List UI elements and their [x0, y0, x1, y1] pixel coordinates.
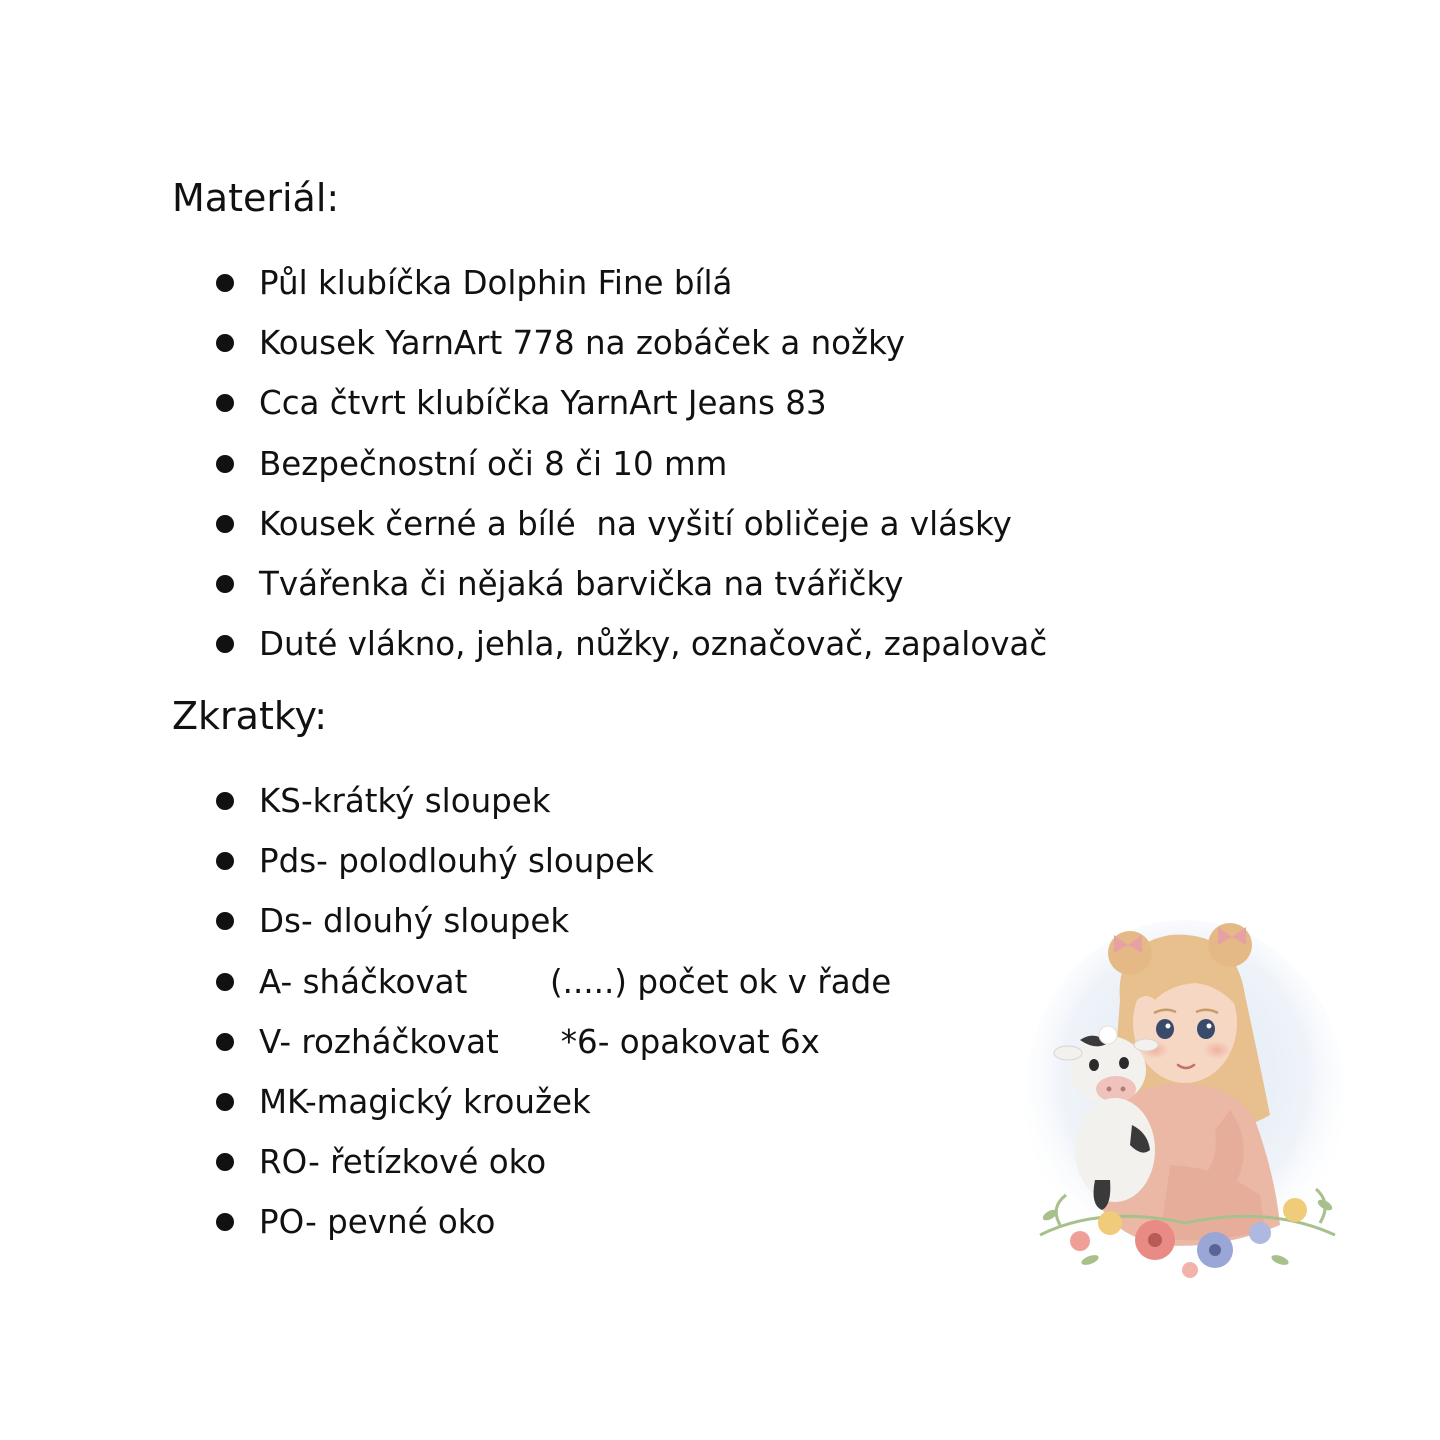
list-item-text: Tvářenka či nějaká barvička na tvářičky [259, 564, 904, 603]
eye-left [1156, 1019, 1174, 1039]
list-item-text: A- sháčkovat (.....) počet ok v řade [259, 962, 892, 1001]
bullet-icon [216, 455, 234, 473]
bullet-icon [216, 394, 234, 412]
material-heading: Materiál: [172, 176, 340, 220]
list-item-text: Kousek černé a bílé na vyšití obličeje a vlásky [259, 504, 1012, 543]
list-item-text: Duté vlákno, jehla, nůžky, označovač, zapalovač [259, 625, 1048, 664]
bullet-icon [216, 515, 234, 533]
cow-eye-left [1089, 1059, 1099, 1071]
bullet-icon [216, 852, 234, 870]
cow-ear-left [1054, 1046, 1082, 1060]
list-item-text: Pds- polodlouhý sloupek [259, 842, 654, 881]
bullet-icon [216, 1093, 234, 1111]
abbreviations-heading: Zkratky: [172, 694, 328, 738]
flower-blue-small [1249, 1222, 1271, 1244]
flower-pink-small [1182, 1262, 1198, 1278]
list-item-text: Půl klubíčka Dolphin Fine bílá [259, 264, 733, 302]
cow-eye-right [1119, 1057, 1129, 1069]
list-item-text: V- rozháčkovat *6- opakovat 6x [259, 1022, 820, 1061]
list-item-text: RO- řetízkové oko [259, 1143, 547, 1182]
bullet-icon [216, 334, 234, 352]
bullet-icon [216, 1033, 234, 1051]
bullet-icon [216, 1153, 234, 1171]
flower-yellow [1098, 1211, 1122, 1235]
list-item-text: PO- pevné oko [259, 1203, 496, 1242]
list-item-text: MK-magický kroužek [259, 1082, 591, 1121]
bullet-icon [216, 912, 234, 930]
flower-pink-small [1070, 1231, 1090, 1251]
bullet-icon [216, 635, 234, 653]
list-item-text: Ds- dlouhý sloupek [259, 902, 570, 941]
list-item-text: KS-krátký sloupek [259, 782, 551, 820]
bullet-icon [216, 1213, 234, 1231]
girl-with-cow-plush-illustration [1020, 905, 1350, 1305]
bullet-icon [216, 973, 234, 991]
eye-right [1197, 1019, 1215, 1039]
list-item-text: Bezpečnostní oči 8 či 10 mm [259, 444, 728, 483]
bullet-icon [216, 792, 234, 810]
bullet-icon [216, 274, 234, 292]
flower-yellow [1283, 1198, 1307, 1222]
list-item-text: Cca čtvrt klubíčka YarnArt Jeans 83 [259, 384, 827, 423]
cow-ear-right [1134, 1039, 1158, 1051]
list-item-text: Kousek YarnArt 778 na zobáček a nožky [259, 324, 906, 363]
bullet-icon [216, 575, 234, 593]
